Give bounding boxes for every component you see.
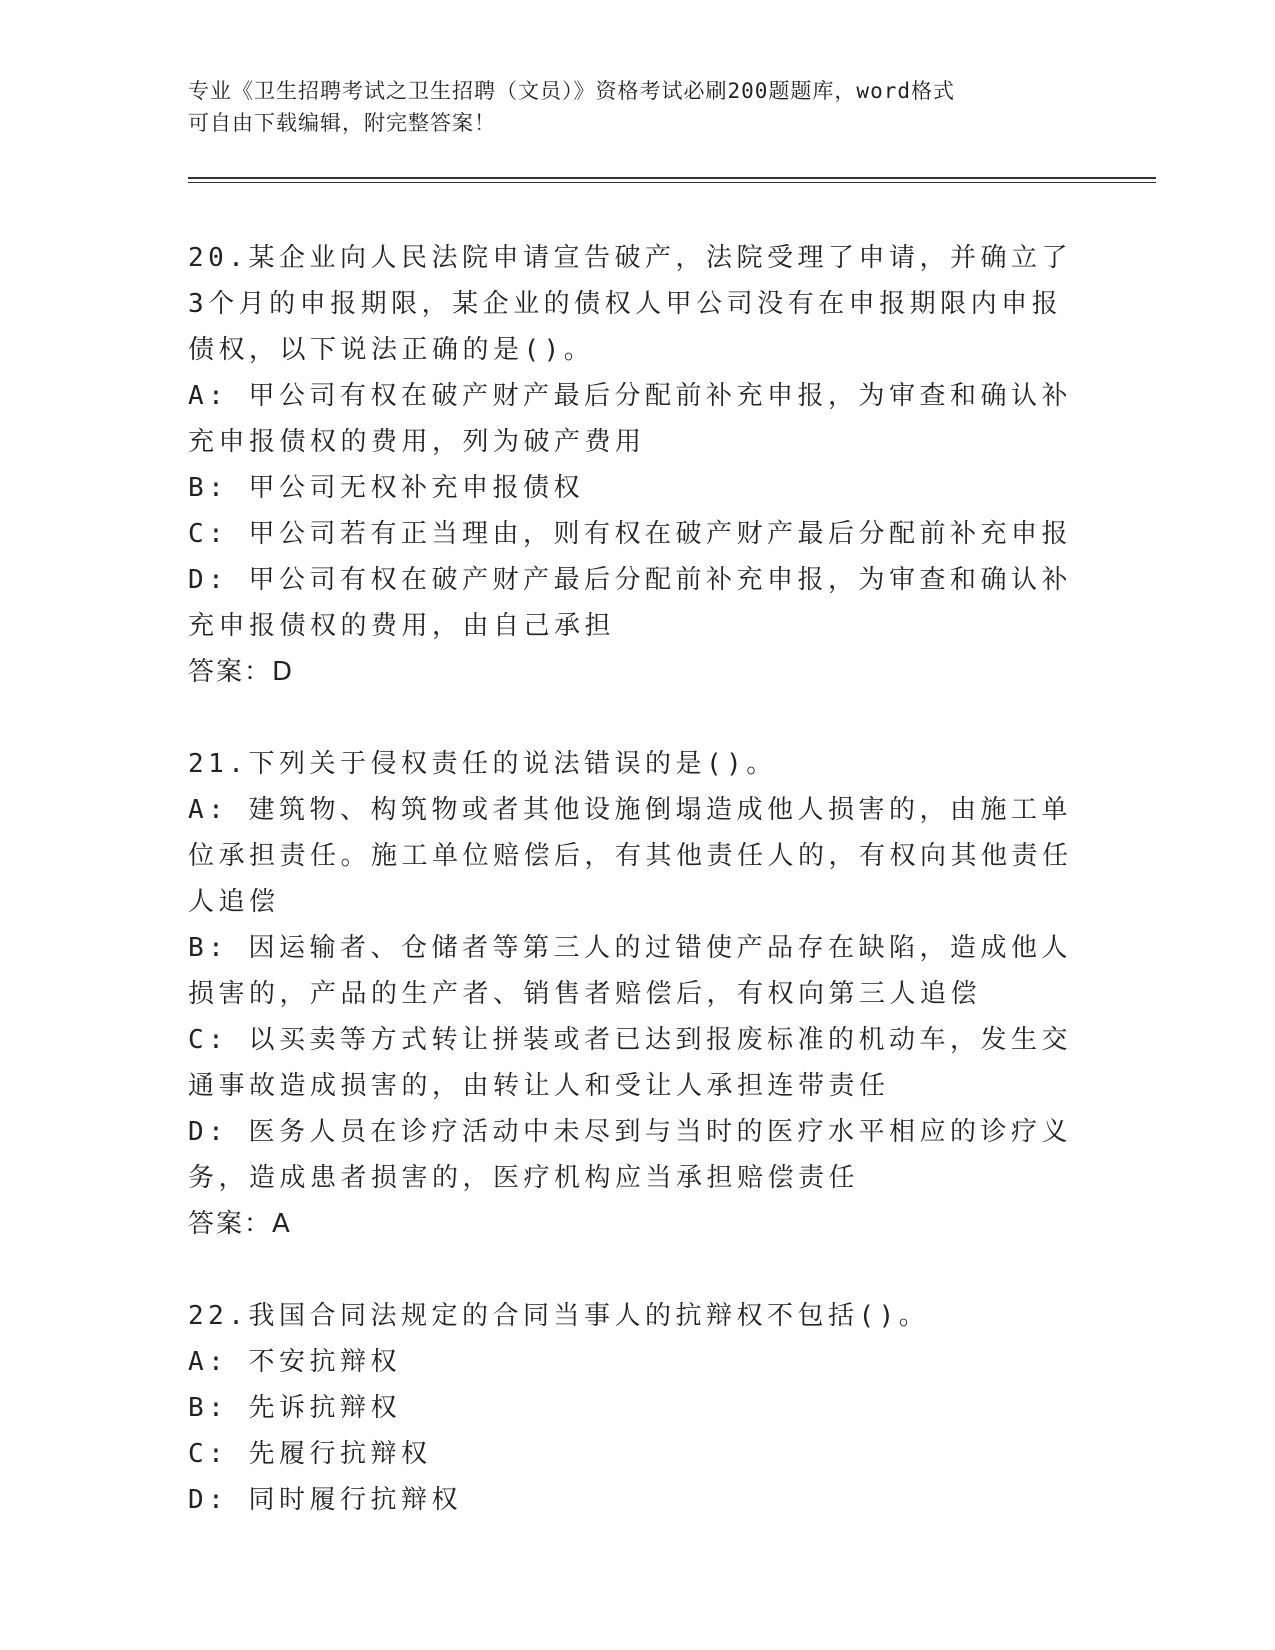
option-b: B: 因运输者、仓储者等第三人的过错使产品存在缺陷，造成他人损害的，产品的生产者、销售者赔偿后，有权向第三人追偿 — [188, 933, 1072, 1009]
option-a: A: 建筑物、构筑物或者其他设施倒塌造成他人损害的，由施工单位承担责任。施工单位赔偿后，有其他责任人的，有权向其他责任人追偿 — [188, 795, 1073, 917]
header-line-2: 可自由下载编辑，附完整答案！ — [188, 111, 496, 135]
option-b: B: 先诉抗辩权 — [188, 1393, 401, 1423]
option-c: C: 先履行抗辩权 — [188, 1439, 432, 1469]
answer: 答案：A — [188, 1209, 292, 1239]
option-b: B: 甲公司无权补充申报债权 — [188, 473, 584, 503]
question-list — [188, 235, 1088, 1569]
option-d: D: 甲公司有权在破产财产最后分配前补充申报，为审查和确认补充申报债权的费用，由自己承担 — [188, 565, 1072, 641]
question-21 — [188, 741, 1088, 1247]
question-stem: 21.下列关于侵权责任的说法错误的是()。 — [188, 749, 777, 779]
answer: 答案：D — [188, 657, 295, 687]
header-line-1: 专业《卫生招聘考试之卫生招聘（文员）》资格考试必刷200题题库，word格式 — [188, 79, 955, 103]
question-22 — [188, 1293, 1088, 1523]
option-c: C: 以买卖等方式转让拼装或者已达到报废标准的机动车，发生交通事故造成损害的，由转让人和受让人承担连带责任 — [188, 1025, 1072, 1101]
option-a: A: 不安抗辩权 — [188, 1347, 401, 1377]
option-a: A: 甲公司有权在破产财产最后分配前补充申报，为审查和确认补充申报债权的费用，列为破产费用 — [188, 381, 1072, 457]
option-c: C: 甲公司若有正当理由，则有权在破产财产最后分配前补充申报 — [188, 519, 1072, 549]
option-d: D: 同时履行抗辩权 — [188, 1485, 462, 1515]
question-stem: 20.某企业向人民法院申请宣告破产，法院受理了申请，并确立了3个月的申报期限，某企业的债权人甲公司没有在申报期限内申报债权，以下说法正确的是()。 — [188, 243, 1072, 365]
question-stem: 22.我国合同法规定的合同当事人的抗辩权不包括()。 — [188, 1301, 930, 1331]
question-20 — [188, 235, 1088, 695]
option-d: D: 医务人员在诊疗活动中未尽到与当时的医疗水平相应的诊疗义务，造成患者损害的，医疗机构应当承担赔偿责任 — [188, 1117, 1072, 1193]
header-divider — [188, 177, 1156, 183]
document-header — [188, 75, 1068, 139]
